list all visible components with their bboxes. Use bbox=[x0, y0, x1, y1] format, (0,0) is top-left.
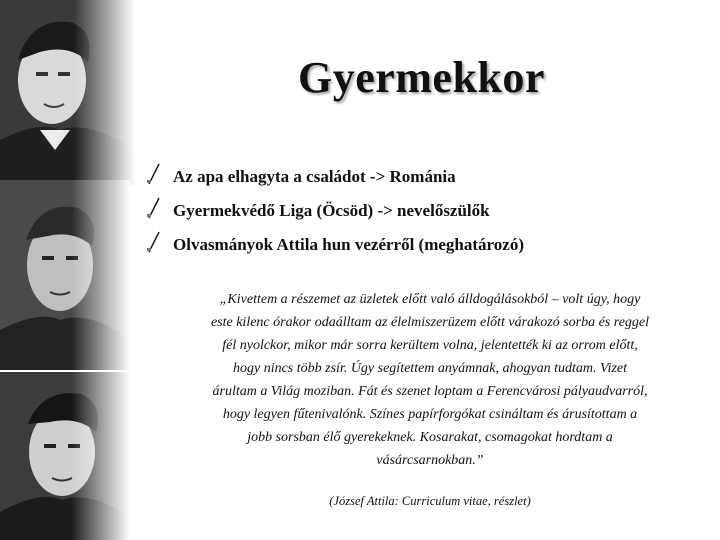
portrait-photo-middle bbox=[0, 180, 130, 370]
bullet-text: Gyermekvédő Liga (Öcsöd) -> nevelőszülők bbox=[173, 201, 490, 220]
portrait-photo-bottom bbox=[0, 372, 130, 540]
bullet-item bbox=[145, 232, 705, 266]
bullet-slash-icon bbox=[145, 230, 163, 254]
bullet-item bbox=[145, 164, 705, 198]
bullet-slash-icon bbox=[145, 196, 163, 220]
quote-line: árultam a Világ moziban. Fát és szenet loptam a Ferencvárosi pályaudvarról, bbox=[212, 384, 648, 399]
quote-line: hogy legyen fűtenivalónk. Színes papírforgókat csináltam és árusítottam a bbox=[222, 407, 638, 422]
bullet-item bbox=[145, 198, 705, 232]
quote-line: „Kivettem a részemet az üzletek előtt való álldogálásokból – volt úgy, hogy bbox=[219, 292, 641, 307]
quote-line: hogy nincs több zsír. Úgy segítettem anyámnak, ahogyan tudtam. Vizet bbox=[232, 361, 628, 376]
slide-title: Gyermekkor bbox=[298, 53, 545, 102]
quote-line: jobb sorsban élő gyerekeknek. Kosarakat, csomagokat hordtam a bbox=[247, 430, 613, 445]
portrait-photo-top bbox=[0, 0, 135, 185]
quote-block bbox=[170, 288, 690, 472]
quote-line: fél nyolckor, mikor már sorra kerültem volna, jelentették ki az orrom előtt, bbox=[222, 338, 638, 353]
bullet-text: Az apa elhagyta a családot -> Románia bbox=[173, 167, 456, 186]
bullet-text: Olvasmányok Attila hun vezérről (meghatározó) bbox=[173, 235, 524, 254]
quote-line: vásárcsarnokban.” bbox=[376, 453, 484, 468]
quote-citation: (József Attila: Curriculum vitae, részlet) bbox=[329, 494, 531, 508]
bullet-slash-icon bbox=[145, 162, 163, 186]
quote-line: este kilenc órakor odaálltam az élelmiszerüzem előtt várakozó sorba és reggel bbox=[210, 315, 650, 330]
bullet-list bbox=[145, 164, 705, 266]
